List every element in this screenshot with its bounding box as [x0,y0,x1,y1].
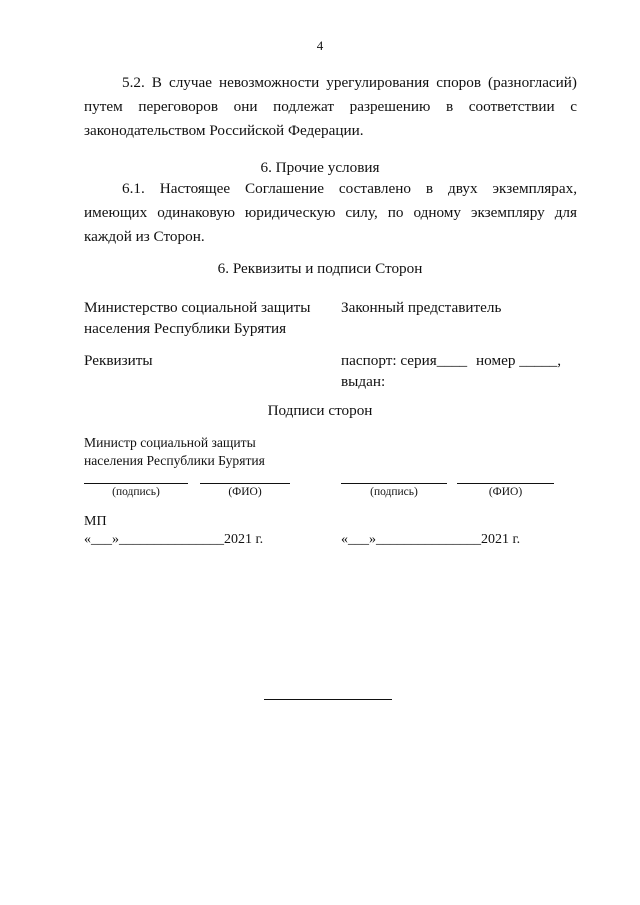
signature-line-left [84,483,188,484]
signatures-heading: Подписи сторон [267,402,373,419]
fio-line-left [200,483,290,484]
passport-series: паспорт: серия____ [341,352,468,369]
date-right: «___»_______________2021 г. [341,532,521,547]
passport-line [341,350,561,371]
end-rule [264,699,392,700]
minister-title-line2: населения Республики Бурятия [84,453,265,468]
fio-caption-right: (ФИО) [488,486,523,498]
passport-number: номер _____, [476,352,561,369]
stamp-placeholder: МП [84,514,107,529]
fio-line-right [457,483,554,484]
minister-title [84,434,344,470]
passport-issued: выдан: [341,373,386,390]
signature-caption-left: (подпись) [112,486,160,498]
minister-title-line1: Министр социальной защиты [84,435,256,450]
signature-line-right [341,483,447,484]
paragraph-6-1: 6.1. Настоящее Соглашение составлено в двух экземплярах, имеющих одинаковую юридическую силу, по одному экземпляру для каждой из Сторон. [84,180,577,245]
section-heading-other-conditions: 6. Прочие условия [260,159,380,176]
party-legal-representative: Законный представитель [341,299,502,316]
party-ministry-line1: Министерство социальной защиты [84,299,311,316]
paragraph-5-2: 5.2. В случае невозможности урегулирования споров (разногласий) путем переговоров они подлежат разрешению в соответствии с законодательством Российской Федерации. [84,74,577,139]
requisites-label: Реквизиты [84,352,153,369]
signature-caption-right: (подпись) [370,486,418,498]
party-ministry [84,297,324,339]
date-left: «___»_______________2021 г. [84,532,264,547]
party-ministry-line2: населения Республики Бурятия [84,320,287,337]
passport-details [341,350,581,392]
section-heading-requisites: 6. Реквизиты и подписи Сторон [217,260,423,277]
page-number: 4 [316,38,324,53]
fio-caption-left: (ФИО) [228,486,262,498]
